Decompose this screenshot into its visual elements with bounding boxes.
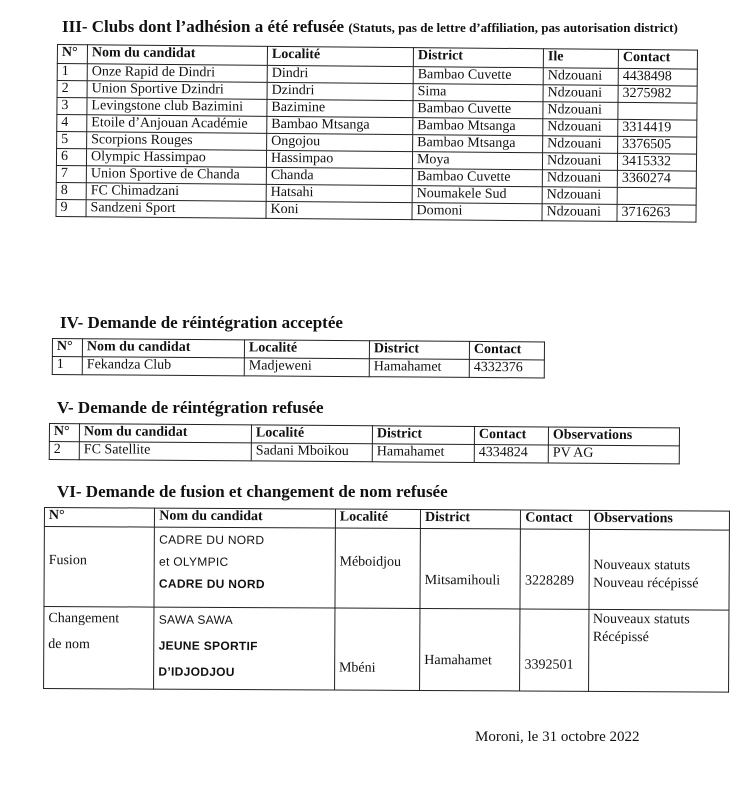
col-observations: Observations: [589, 510, 730, 530]
cell-island: Ndzouani: [543, 102, 618, 120]
cell-district: Bambao Cuvette: [412, 169, 542, 187]
cell-number: 8: [56, 182, 86, 199]
cell-island: Ndzouani: [543, 119, 618, 137]
cell-district: Bambao Mtsanga: [413, 135, 543, 153]
cell-locality: Dzindri: [267, 82, 413, 100]
section-3-title: [62, 17, 678, 37]
col-locality: Localité: [267, 46, 413, 66]
cell-contact: 4334824: [474, 444, 548, 463]
cell-district: [420, 608, 521, 691]
cell-contact: 3415332: [617, 153, 696, 171]
cell-number: 6: [56, 149, 86, 166]
name-line-3: CADRE DU NORD: [158, 576, 265, 592]
observation-2: Nouveau récépissé: [593, 575, 699, 592]
section-3-heading: III- Clubs dont l’adhésion a été refusée: [62, 17, 345, 36]
section-4-title: IV- Demande de réintégration acceptée: [60, 313, 343, 332]
reinstatement-refused-table: [49, 423, 680, 464]
cell-contact: [618, 102, 697, 120]
cell-number: 4: [57, 115, 87, 132]
cell-contact: 4332376: [469, 359, 544, 378]
col-candidate: Nom du candidat: [79, 424, 251, 443]
table-row-rename: [44, 607, 729, 693]
cell-locality: [334, 608, 420, 690]
cell-candidate: Sandzeni Sport: [86, 200, 266, 219]
cell-contact: 3376505: [618, 136, 697, 154]
cell-district: Bambao Cuvette: [413, 67, 543, 85]
cell-locality: Sadani Mboikou: [251, 443, 372, 462]
cell-locality: Bazimine: [267, 99, 413, 117]
type-label-2: de nom: [48, 637, 90, 653]
cell-locality: Madjeweni: [244, 358, 369, 377]
cell-locality: Bambao Mtsanga: [267, 116, 413, 134]
locality-value: Mbéni: [338, 660, 376, 676]
cell-district: Sima: [413, 84, 543, 102]
type-label: Fusion: [48, 553, 87, 569]
cell-locality: Koni: [266, 201, 412, 219]
reinstatement-accepted-table: [52, 338, 545, 378]
col-island: Ile: [543, 49, 618, 69]
name-line-3: D’IDJODJOU: [158, 664, 235, 680]
cell-district: Bambao Mtsanga: [413, 118, 543, 136]
col-candidate: Nom du candidat: [82, 339, 244, 358]
col-observations: Observations: [548, 427, 679, 446]
cell-candidate: Onze Rapid de Dindri: [87, 64, 267, 83]
observation-2: Récépissé: [592, 629, 649, 646]
section-6-title: VI- Demande de fusion et changement de nom refusée: [57, 482, 448, 501]
name-line-1: SAWA SAWA: [158, 612, 234, 627]
cell-contact: 3275982: [618, 85, 697, 103]
section-5-title: V- Demande de réintégration refusée: [57, 398, 324, 417]
cell-candidate: Fekandza Club: [82, 357, 244, 376]
contact-value: 3392501: [524, 657, 574, 673]
col-contact: Contact: [474, 426, 548, 445]
cell-district: [420, 528, 521, 609]
cell-type: [44, 527, 155, 608]
cell-contact: 3314419: [618, 119, 697, 137]
cell-candidate: FC Chimadzani: [86, 183, 266, 202]
cell-number: 2: [49, 442, 79, 460]
cell-candidate: Union Sportive Dzindri: [87, 81, 267, 100]
col-district: District: [420, 509, 520, 529]
cell-observations: PV AG: [548, 445, 679, 464]
cell-number: 9: [56, 199, 86, 216]
cell-candidate: [154, 527, 335, 608]
cell-island: Ndzouani: [543, 68, 618, 86]
cell-number: 2: [57, 81, 87, 98]
cell-locality: [335, 528, 421, 608]
name-line-2: JEUNE SPORTIF: [158, 638, 258, 654]
type-label-1: Changement: [48, 611, 120, 627]
merger-rename-table: [43, 507, 730, 693]
cell-candidate: FC Satellite: [79, 442, 251, 461]
cell-number: 7: [56, 165, 86, 182]
col-contact: Contact: [469, 341, 544, 360]
col-number: N°: [52, 339, 82, 357]
col-number: N°: [57, 45, 87, 64]
locality-value: Méboidjou: [339, 554, 402, 570]
cell-contact: 4438498: [618, 68, 697, 86]
cell-locality: Hatsahi: [266, 184, 412, 202]
cell-island: Ndzouani: [543, 85, 618, 103]
cell-district: Bambao Cuvette: [413, 101, 543, 119]
col-locality: Localité: [244, 340, 369, 359]
observation-1: Nouveaux statuts: [593, 557, 691, 574]
cell-district: Moya: [412, 152, 542, 170]
cell-observations: [589, 529, 730, 610]
name-line-2: et OLYMPIC: [158, 554, 229, 569]
cell-contact: [520, 529, 589, 609]
contact-value: 3228289: [524, 573, 575, 589]
district-value: Hamahamet: [424, 652, 492, 669]
cell-locality: Ongojou: [267, 133, 413, 151]
cell-contact: 3360274: [617, 170, 696, 188]
observation-1: Nouveaux statuts: [592, 611, 690, 628]
table-row: [49, 442, 679, 464]
cell-island: Ndzouani: [542, 170, 617, 188]
cell-island: Ndzouani: [542, 153, 617, 171]
cell-district: Domoni: [412, 203, 542, 221]
cell-number: 1: [52, 357, 82, 375]
cell-contact: 3716263: [617, 204, 696, 222]
cell-candidate: Etoile d’Anjouan Académie: [87, 115, 267, 134]
cell-contact: [617, 187, 696, 205]
col-contact: Contact: [521, 510, 589, 529]
cell-candidate: Union Sportive de Chanda: [86, 166, 266, 185]
name-line-1: CADRE DU NORD: [159, 532, 265, 548]
cell-district: Hamahamet: [369, 359, 469, 378]
cell-district: Noumakele Sud: [412, 186, 542, 204]
refused-clubs-body: [56, 64, 697, 223]
cell-district: Hamahamet: [372, 444, 474, 463]
col-locality: Localité: [251, 425, 372, 444]
col-locality: Localité: [335, 509, 420, 528]
cell-candidate: [154, 607, 335, 690]
col-candidate: Nom du candidat: [155, 508, 336, 528]
cell-island: Ndzouani: [542, 187, 617, 205]
cell-number: 3: [57, 98, 87, 115]
col-district: District: [413, 48, 543, 68]
place-date-signature: Moroni, le 31 octobre 2022: [475, 729, 640, 745]
cell-locality: Dindri: [267, 65, 413, 83]
table-row: [52, 357, 544, 378]
cell-number: 1: [57, 64, 87, 81]
cell-locality: Chanda: [266, 167, 412, 185]
district-value: Mitsamihouli: [424, 572, 501, 589]
col-candidate: Nom du candidat: [87, 45, 267, 66]
cell-island: Ndzouani: [543, 136, 618, 154]
cell-candidate: Olympic Hassimpao: [86, 149, 266, 168]
cell-observations: [588, 609, 729, 692]
cell-candidate: Levingstone club Bazimini: [87, 98, 267, 117]
col-contact: Contact: [618, 49, 697, 69]
cell-locality: Hassimpao: [266, 150, 412, 168]
col-district: District: [372, 426, 474, 445]
refused-clubs-table: [55, 44, 697, 223]
col-district: District: [369, 341, 469, 360]
col-number: N°: [44, 508, 154, 528]
cell-type: [44, 607, 155, 690]
cell-number: 5: [57, 132, 87, 149]
cell-contact: [520, 609, 589, 691]
col-number: N°: [49, 424, 79, 442]
table-row-fusion: [44, 527, 729, 611]
section-3-subtitle: (Statuts, pas de lettre d’affiliation, pas autorisation district): [348, 20, 678, 35]
cell-island: Ndzouani: [542, 204, 617, 222]
cell-candidate: Scorpions Rouges: [87, 132, 267, 151]
